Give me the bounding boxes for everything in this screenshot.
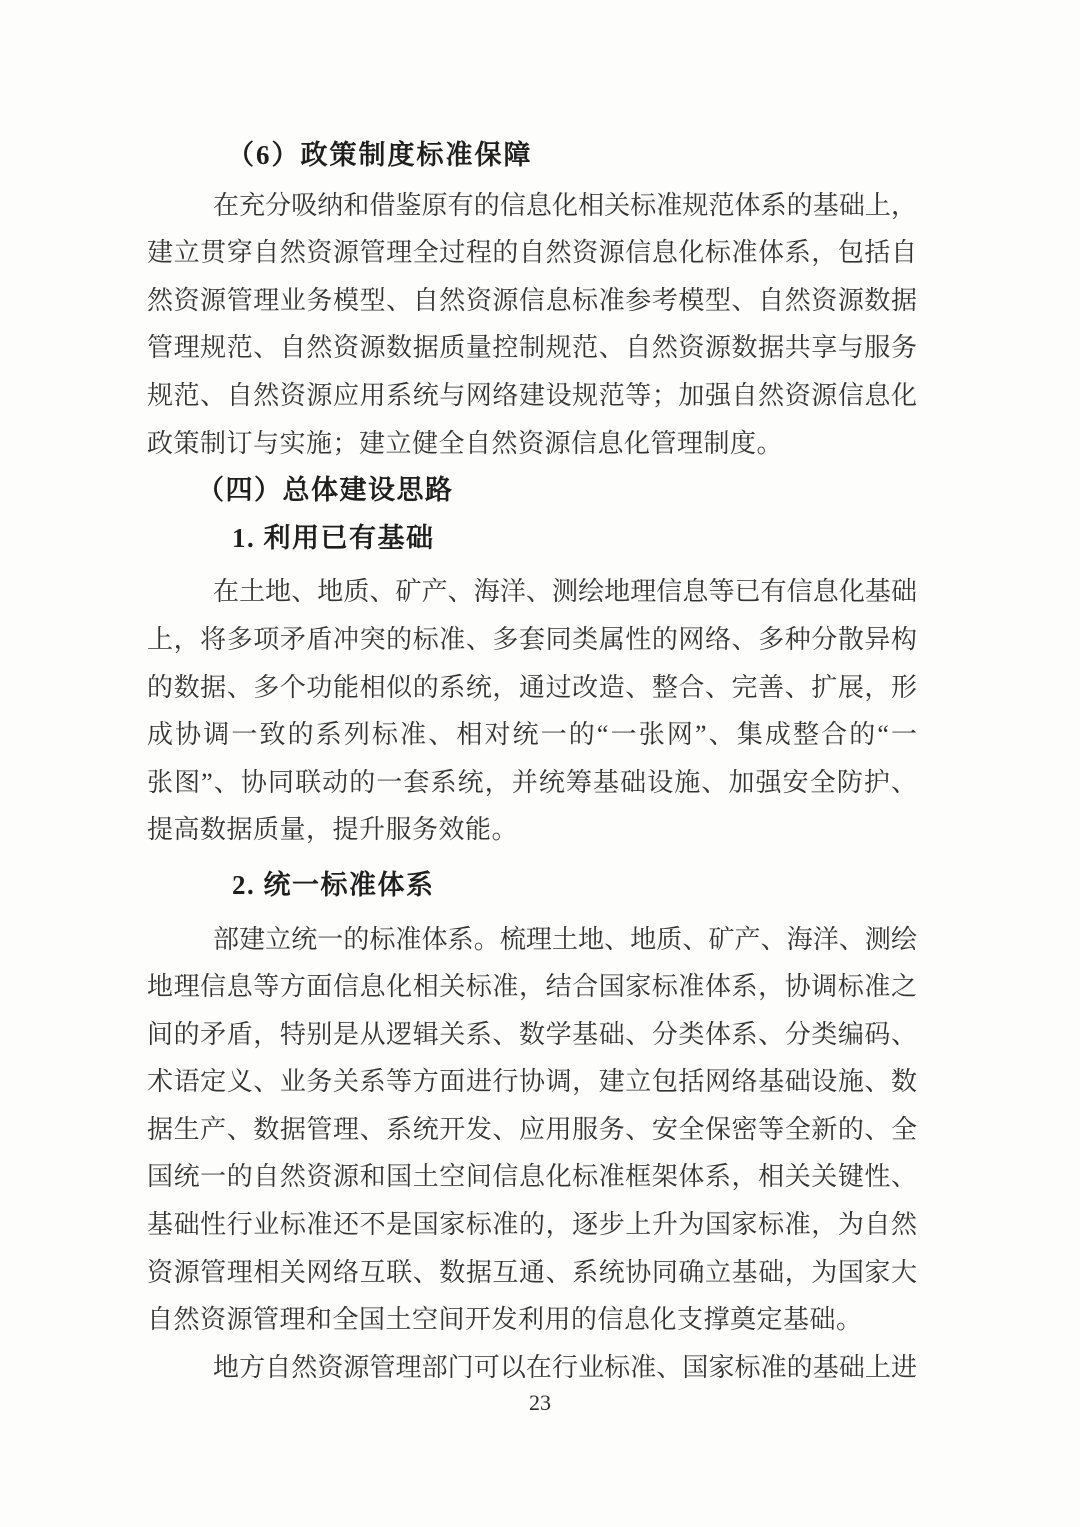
text-line: 在土地、地质、矿产、海洋、测绘地理信息等已有信息化基础: [213, 577, 917, 607]
heading-policy-standards: （6）政策制度标准保障: [227, 140, 533, 170]
text-line: 在充分吸纳和借鉴原有的信息化相关标准规范体系的基础上，: [213, 190, 917, 220]
heading-use-existing-foundation: 1. 利用已有基础: [232, 522, 435, 553]
text-line: 国统一的自然资源和国土空间信息化标准框架体系，相关关键性、: [147, 1162, 917, 1192]
text-line: 地理信息等方面信息化相关标准，结合国家标准体系，协调标准之: [147, 972, 917, 1002]
text-line: 基础性行业标准还不是国家标准的，逐步上升为国家标准，为自然: [147, 1210, 917, 1240]
text-line: 提高数据质量，提升服务效能。: [147, 815, 519, 845]
heading-unified-standard-system: 2. 统一标准体系: [232, 869, 435, 900]
text-line: 规范、自然资源应用系统与网络建设规范等；加强自然资源信息化: [147, 380, 917, 410]
text-line: 成协调一致的系列标准、相对统一的“一张网”、集成整合的“一: [147, 720, 917, 750]
text-line: 间的矛盾，特别是从逻辑关系、数学基础、分类体系、分类编码、: [147, 1019, 917, 1049]
text-line: 据生产、数据管理、系统开发、应用服务、安全保密等全新的、全: [147, 1114, 917, 1144]
page-content: [147, 132, 917, 1391]
text-line: 张图”、协同联动的一套系统，并统筹基础设施、加强安全防护、: [147, 767, 917, 797]
text-line: 资源管理相关网络互联、数据互通、系统协同确立基础，为国家大: [147, 1257, 917, 1287]
text-line: 术语定义、业务关系等方面进行协调，建立包括网络基础设施、数: [147, 1067, 917, 1097]
text-line: 管理规范、自然资源数据质量控制规范、自然资源数据共享与服务: [147, 333, 917, 363]
text-line: 然资源管理业务模型、自然资源信息标准参考模型、自然资源数据: [147, 285, 917, 315]
text-line: 的数据、多个功能相似的系统，通过改造、整合、完善、扩展，形: [147, 672, 917, 702]
text-line: 上，将多项矛盾冲突的标准、多套同类属性的网络、多种分散异构: [147, 624, 917, 654]
text-line: 地方自然资源管理部门可以在行业标准、国家标准的基础上进: [213, 1352, 917, 1382]
heading-overall-construction-approach: （四）总体建设思路: [197, 475, 454, 506]
text-line: 自然资源管理和全国土空间开发利用的信息化支撑奠定基础。: [147, 1305, 863, 1335]
page-number: 23: [529, 1390, 551, 1415]
text-line: 部建立统一的标准体系。梳理土地、地质、矿产、海洋、测绘: [213, 924, 917, 954]
text-line: 建立贯穿自然资源管理全过程的自然资源信息化标准体系，包括自: [147, 238, 917, 268]
text-line: 政策制订与实施；建立健全自然资源信息化管理制度。: [147, 428, 784, 458]
